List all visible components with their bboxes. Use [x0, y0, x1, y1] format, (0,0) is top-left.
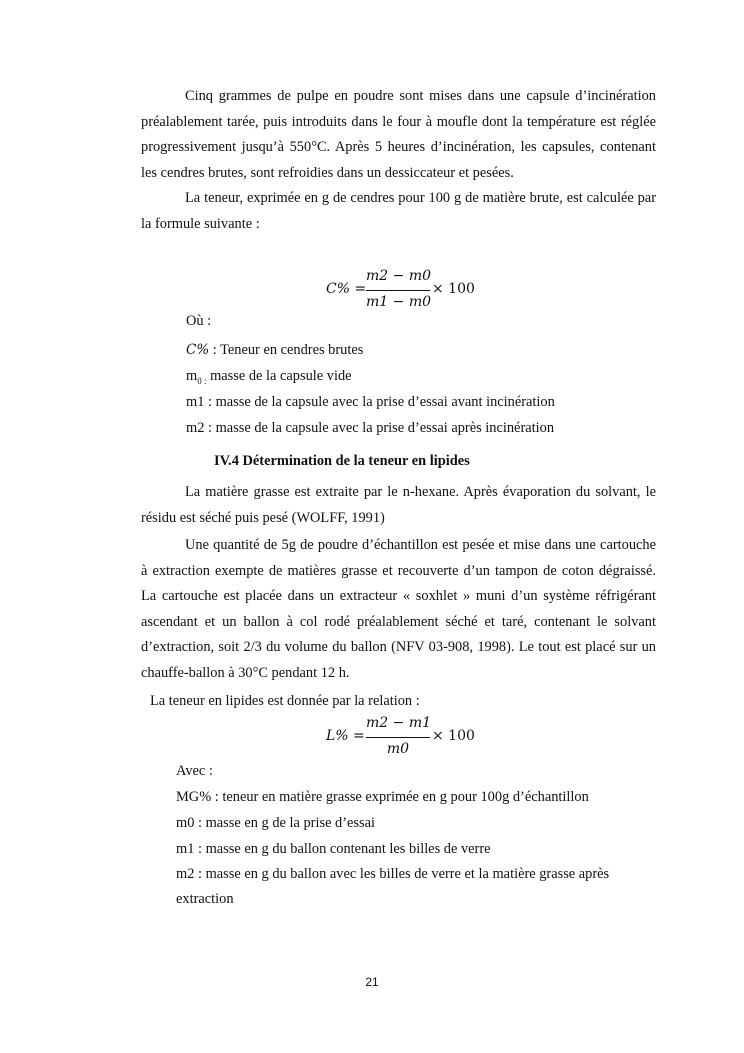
- formula-lipid-denominator: m0: [386, 741, 410, 757]
- formula-ash-content: [326, 268, 476, 312]
- section-heading: IV.4 Détermination de la teneur en lipides: [214, 453, 470, 469]
- c-percent-text: : Teneur en cendres brutes: [209, 342, 364, 358]
- paragraph-ash-content: La teneur, exprimée en g de cendres pour 100 g de matière brute, est calculée par la formule suivante :: [141, 190, 656, 232]
- m0-subscript: 0 :: [197, 375, 207, 386]
- formula-lipid-lhs: L% =: [326, 728, 365, 744]
- m0-text: masse de la capsule vide: [206, 368, 352, 384]
- formula-ash-denominator: m1 − m0: [366, 294, 431, 310]
- formula-lipid-multiplier: × 100: [432, 728, 475, 744]
- definitions2-intro: Avec :: [176, 763, 213, 779]
- formula-lipid-numerator: m2 − m1: [366, 715, 431, 731]
- fraction-bar: [366, 290, 430, 291]
- formula-ash-numerator: m2 − m0: [366, 268, 431, 284]
- definition-m1: m1 : masse de la capsule avec la prise d’essai avant incinération: [186, 394, 555, 410]
- fraction-bar: [366, 737, 430, 738]
- formula-lipid-content: [326, 715, 476, 759]
- formula-ash-multiplier: × 100: [432, 281, 475, 297]
- definition2-m1: m1 : masse en g du ballon contenant les billes de verre: [176, 841, 491, 857]
- definition-c-percent: [186, 341, 363, 359]
- definitions-intro: Où :: [186, 313, 212, 329]
- definition-mg: MG% : teneur en matière grasse exprimée en g pour 100g d’échantillon: [176, 789, 589, 805]
- definition-m2: m2 : masse de la capsule avec la prise d’essai après incinération: [186, 420, 555, 436]
- page-number: 21: [365, 975, 379, 989]
- m0-label: m: [186, 368, 198, 384]
- paragraph-fat-extraction: La matière grasse est extraite par le n-hexane. Après évaporation du solvant, le résidu est séché puis pesé (WOLFF, 1991): [141, 484, 656, 526]
- definition2-m0: m0 : masse en g de la prise d’essai: [176, 815, 376, 831]
- paragraph-lipid-relation: La teneur en lipides est donnée par la relation :: [150, 693, 420, 709]
- c-percent-symbol: C%: [186, 342, 210, 358]
- definition2-m2-continuation: extraction: [176, 891, 234, 907]
- paragraph-soxhlet: Une quantité de 5g de poudre d’échantillon est pesée et mise dans une cartouche à extraction exempte de matières grasse et recouverte d’un tampon de coton dégraissé. La cartouche est placée dans un extracteur « soxhlet » muni d’un système réfrigérant ascendant et un ballon à col rodé préalablement séché et taré, contenant le solvant d’extraction, soit 2/3 du volume du ballon (NFV 03-908, 1998). Le tout est placé sur un chauffe-ballon à 30°C pendant 12 h.: [141, 537, 656, 681]
- formula-ash-lhs: C% =: [326, 281, 367, 297]
- paragraph-incineration: Cinq grammes de pulpe en poudre sont mises dans une capsule d’incinération préalablement tarée, puis introduits dans le four à moufle dont la température est réglée progressivement jusqu’à 550°C. Après 5 heures d’incinération, les capsules, contenant les cendres brutes, sont refroidies dans un dessiccateur et pesées.: [141, 88, 656, 181]
- definition-m0: [186, 367, 352, 390]
- definition2-m2: m2 : masse en g du ballon avec les billes de verre et la matière grasse après: [176, 866, 610, 882]
